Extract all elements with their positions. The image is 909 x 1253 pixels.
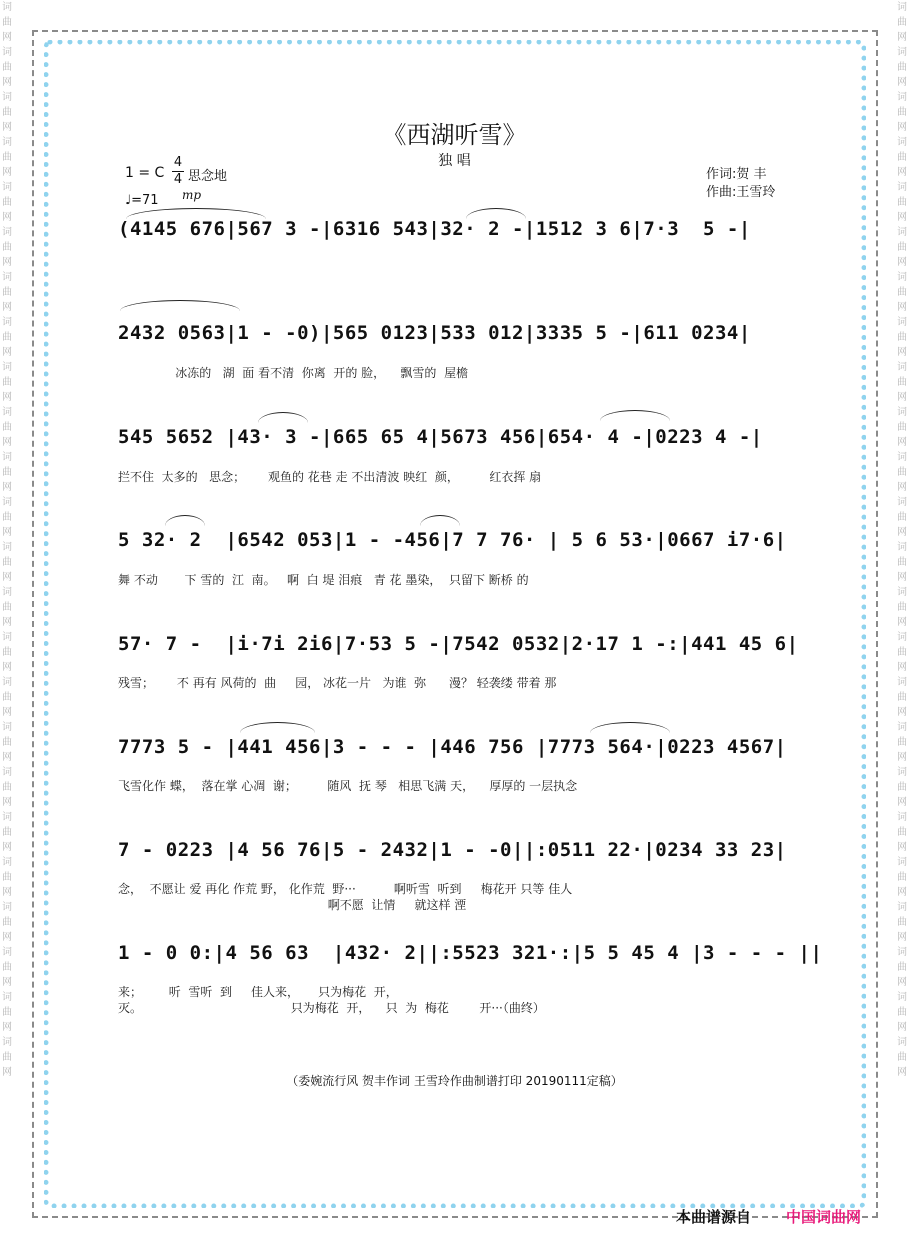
- score-line-3-lyrics: 拦不住 太多的 思念； 观鱼的 花巷 走 不出清波 映红 颜， 红衣挥 扇: [118, 470, 542, 484]
- score-line-8-lyrics-verse1: 来； 听 雪听 到 佳人来， 只为梅花 开，: [118, 985, 398, 999]
- score-line-5-lyrics: 残雪； 不 再有 风荷的 曲 园， 冰花一片 为谁 弥 漫？ 轻袭缕 带着 那: [118, 676, 557, 690]
- score-line-3-notes: 545 5652 |43· 3 -|665 65 4|5673 456|654· 4 -|0223 4 -|: [118, 426, 763, 448]
- score-line-7-lyrics-verse1: 念， 不愿让 爱 再化 作荒 野， 化作荒 野··· 啊听雪 听到 梅花开 只等 佳人: [118, 882, 573, 896]
- score-line-2-notes: 2432 0563|1 - -0)|565 0123|533 012|3335 5 -|611 0234|: [118, 322, 751, 344]
- footer-note: （委婉流行风 贺丰作词 王雪玲作曲制谱打印 20190111定稿）: [286, 1074, 623, 1088]
- score-line-4-lyrics: 舞 不动 下 雪的 江 南。 啊 白 堤 泪痕 青 花 墨染， 只留下 断桥 的: [118, 573, 529, 587]
- composer-credit: 作曲:王雪玲: [706, 185, 776, 200]
- score-line-5-notes: 57· 7 - |i·7i 2i6|7·53 5 -|7542 0532|2·17 1 -:|441 45 6|: [118, 633, 799, 655]
- score-line-2-lyrics: 冰冻的 湖 面 看不清 你离 开的 脸， 飘雪的 屋檐: [118, 366, 469, 380]
- time-numerator: 4: [173, 155, 183, 170]
- watermark-left: 词曲网词曲网词曲网词曲网词曲网词曲网词曲网词曲网词曲网词曲网词曲网词曲网词曲网词曲网词曲网词曲网词曲网词曲网词曲网词曲网词曲网词曲网词曲网词曲网: [2, 2, 12, 1078]
- score-line-7-notes: 7 - 0223 |4 56 76|5 - 2432|1 - -0||:0511 22·|0234 33 23|: [118, 839, 787, 861]
- performance-type: 独 唱: [438, 153, 471, 169]
- score-line-8-lyrics-verse2: 灭。 只为梅花 开， 只 为 梅花 开···（曲终）: [118, 1001, 545, 1015]
- time-signature: [172, 156, 184, 187]
- dynamic-mark: mp: [182, 188, 202, 202]
- tempo-mark: ♩=71: [125, 193, 159, 208]
- source-brand-link[interactable]: 中国词曲网: [786, 1208, 862, 1226]
- score-line-1-notes: (4145 676|567 3 -|6316 543|32· 2 -|1512 3 6|7·3 5 -|: [118, 218, 751, 240]
- score-line-8-notes: 1 - 0 0:|4 56 63 |432· 2||:5523 321·:|5 5 45 4 |3 - - - ||: [118, 942, 823, 964]
- key-signature: 1 = C: [125, 165, 165, 181]
- score-line-4-notes: 5 32· 2 |6542 053|1 - -456|7 7 76· | 5 6 53·|0667 i7·6|: [118, 529, 787, 551]
- source-label: 本曲谱源自: [676, 1208, 752, 1226]
- lyricist-credit: 作词:贺 丰: [706, 167, 767, 182]
- score-line-7-lyrics-verse2: 啊不愿 让情 就这样 湮: [118, 898, 467, 912]
- watermark-right: 词曲网词曲网词曲网词曲网词曲网词曲网词曲网词曲网词曲网词曲网词曲网词曲网词曲网词曲网词曲网词曲网词曲网词曲网词曲网词曲网词曲网词曲网词曲网词曲网: [897, 2, 907, 1078]
- score-line-6-lyrics: 飞雪化作 蝶， 落在掌 心凋 谢； 随风 抚 琴 相思飞满 天， 厚厚的 一层执念: [118, 779, 578, 793]
- score-line-6-notes: 7773 5 - |441 456|3 - - - |446 756 |7773 564·|0223 4567|: [118, 736, 787, 758]
- time-denominator: 4: [173, 172, 183, 187]
- expression-mark: 思念地: [188, 169, 228, 184]
- song-title: 《西湖听雪》: [382, 121, 527, 149]
